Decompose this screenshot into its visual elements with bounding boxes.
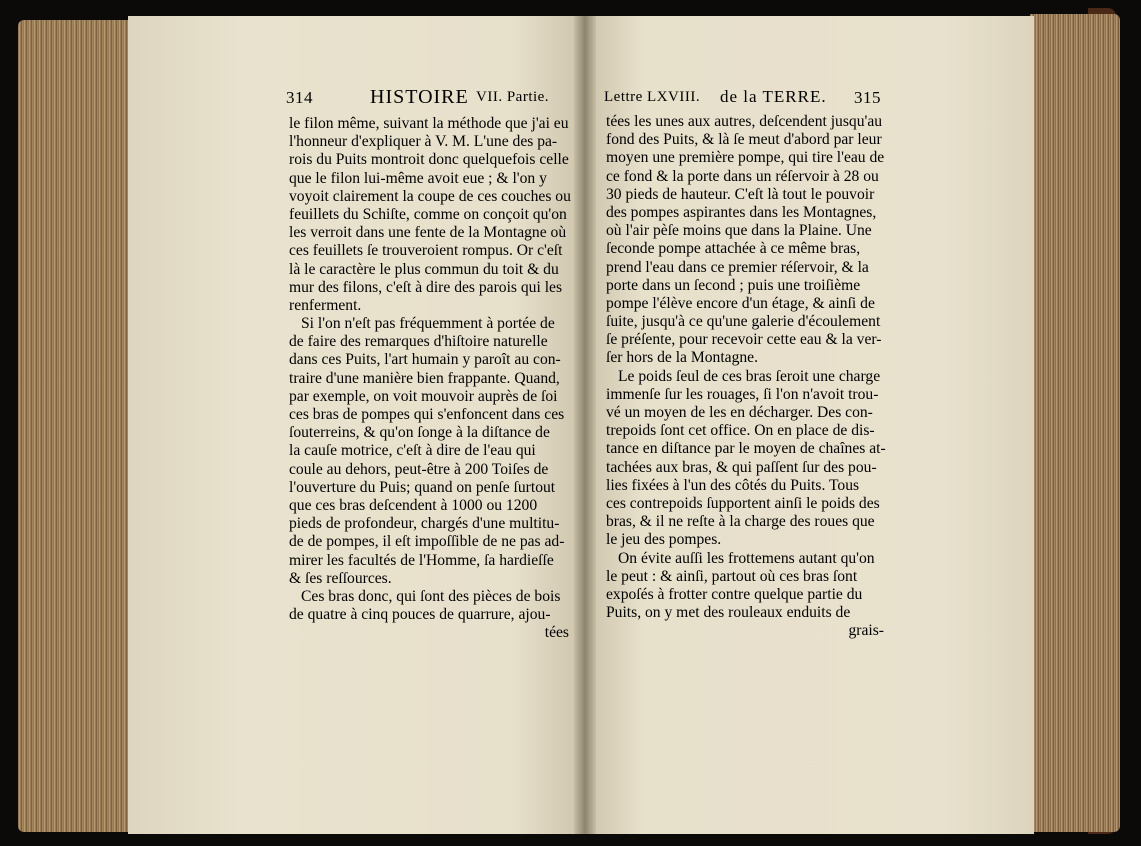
left-body-text <box>289 115 569 642</box>
text-line: Puits, on y met des rouleaux enduits de <box>606 604 851 622</box>
text-line: 30 pieds de hauteur. C'eſt là tout le pouvoir <box>606 185 875 203</box>
text-line: que le filon lui-même avoit eue ; & l'on y <box>289 169 547 187</box>
text-line: traire d'une manière bien frappante. Quand, <box>289 369 560 387</box>
text-line: que ces bras deſcendent à 1000 ou 1200 <box>289 496 538 514</box>
left-page-block-edge <box>18 20 138 832</box>
text-line: ſer hors de la Montagne. <box>606 349 758 367</box>
text-line: le filon même, suivant la méthode que j'ai eu <box>289 115 569 132</box>
right-running-title: de la TERRE. <box>720 87 827 106</box>
text-line: mirer les facultés de l'Homme, ſa hardieſſe <box>289 551 554 569</box>
text-line: ſouterreins, & qu'on ſonge à la diſtance de <box>289 424 550 442</box>
text-line: dans ces Puits, l'art humain y paroît au con- <box>289 351 561 369</box>
text-line: des pompes aspirantes dans les Montagnes, <box>606 203 877 221</box>
right-page-block-edge <box>1030 14 1120 832</box>
text-line: feuillets du Schiſte, comme on conçoit qu'on <box>289 205 567 223</box>
text-line: où l'air pèſe moins que dans la Plaine. Une <box>606 222 872 240</box>
text-line: là le caractère le plus commun du toit & du <box>289 260 559 278</box>
text-line: les verroit dans une fente de la Montagne où <box>289 224 567 242</box>
text-line: expoſés à frotter contre quelque partie du <box>606 585 863 603</box>
text-line: tachées aux bras, & qui paſſent ſur des pou- <box>606 458 877 476</box>
text-line: ſuite, jusqu'à ce qu'une galerie d'écoulement <box>606 313 881 331</box>
text-line: prend l'eau dans ce premier réſervoir, & la <box>606 258 869 276</box>
left-page-number: 314 <box>286 88 313 107</box>
text-line: pompe l'élève encore d'un étage, & ainſi de <box>606 294 875 312</box>
left-running-part: VII. Partie. <box>476 89 550 105</box>
text-line: de de pompes, il eſt impoſſible de ne pas ad- <box>289 533 565 551</box>
text-line: ces bras de pompes qui s'enfoncent dans ces <box>289 406 565 423</box>
text-line: Le poids ſeul de ces bras ſeroit une charge <box>618 367 881 385</box>
text-line: Si l'on n'eſt pas fréquemment à portée de <box>301 315 555 333</box>
text-line: trepoids ſont cet office. On en place de dis- <box>606 422 875 440</box>
text-line: vé un moyen de les en décharger. Des con- <box>606 404 873 421</box>
text-line: tées les unes aux autres, deſcendent jusqu'au <box>606 113 883 130</box>
text-line: lies fixées à l'un des côtés du Puits. Tous <box>606 476 860 494</box>
text-line: immenſe ſur les rouages, ſi l'on n'avoit trou- <box>606 385 879 403</box>
text-line: de faire des remarques d'hiſtoire naturelle <box>289 333 548 351</box>
text-line: rois du Puits montroit donc quelquefois celle <box>289 151 569 169</box>
text-line: le peut : & ainſi, partout où ces bras ſont <box>606 567 858 585</box>
right-page-number: 315 <box>854 88 881 107</box>
text-line: bras, & il ne reſte à la charge des roues que <box>606 513 875 531</box>
left-running-title: HISTOIRE <box>370 86 469 108</box>
book-gutter <box>574 16 596 834</box>
text-line: On évite auſſi les frottemens autant qu'on <box>618 549 875 567</box>
text-line: mur des filons, c'eſt à dire des parois qui les <box>289 278 563 296</box>
text-line: fond des Puits, & là ſe meut d'abord par leur <box>606 131 882 149</box>
text-line: la cauſe motrice, c'eſt à dire de l'eau qui <box>289 442 536 460</box>
right-catchword: grais- <box>848 622 884 640</box>
text-line: ces contrepoids ſupportent ainſi le poids des <box>606 494 880 512</box>
text-line: porte dans un ſecond ; puis une troiſième <box>606 276 861 294</box>
text-line: ſe préſente, pour recevoir cette eau & la ver- <box>606 331 882 349</box>
text-line: l'honneur d'expliquer à V. M. L'une des pa- <box>289 133 558 151</box>
text-line: Ces bras donc, qui ſont des pièces de bois <box>301 587 561 605</box>
right-body-text <box>606 113 884 640</box>
text-line: pieds de profondeur, chargés d'une multitu- <box>289 515 560 533</box>
text-line: par exemple, on voit mouvoir auprès de ſoi <box>289 387 558 405</box>
right-running-letter: Lettre LXVIII. <box>604 89 701 105</box>
text-line: l'ouverture du Puis; quand on penſe ſurtout <box>289 478 556 496</box>
text-line: le jeu des pompes. <box>606 531 722 549</box>
left-catchword: tées <box>544 624 569 642</box>
text-line: renferment. <box>289 296 362 314</box>
text-line: moyen une première pompe, qui tire l'eau de <box>606 149 885 167</box>
text-line: coule au dehors, peut-être à 200 Toiſes de <box>289 460 549 478</box>
text-line: de quatre à cinq pouces de quarrure, ajou- <box>289 606 551 624</box>
text-line: ſeconde pompe attachée à ce même bras, <box>606 240 861 258</box>
text-line: tance en diſtance par le moyen de chaînes at- <box>606 440 886 458</box>
text-line: ces feuillets ſe trouveroient rompus. Or c'eſt <box>289 242 563 260</box>
text-line: & ſes reſſources. <box>289 569 392 587</box>
text-line: ce fond & la porte dans un réſervoir à 28 ou <box>606 167 879 185</box>
text-line: voyoit clairement la coupe de ces couches ou <box>289 187 571 205</box>
